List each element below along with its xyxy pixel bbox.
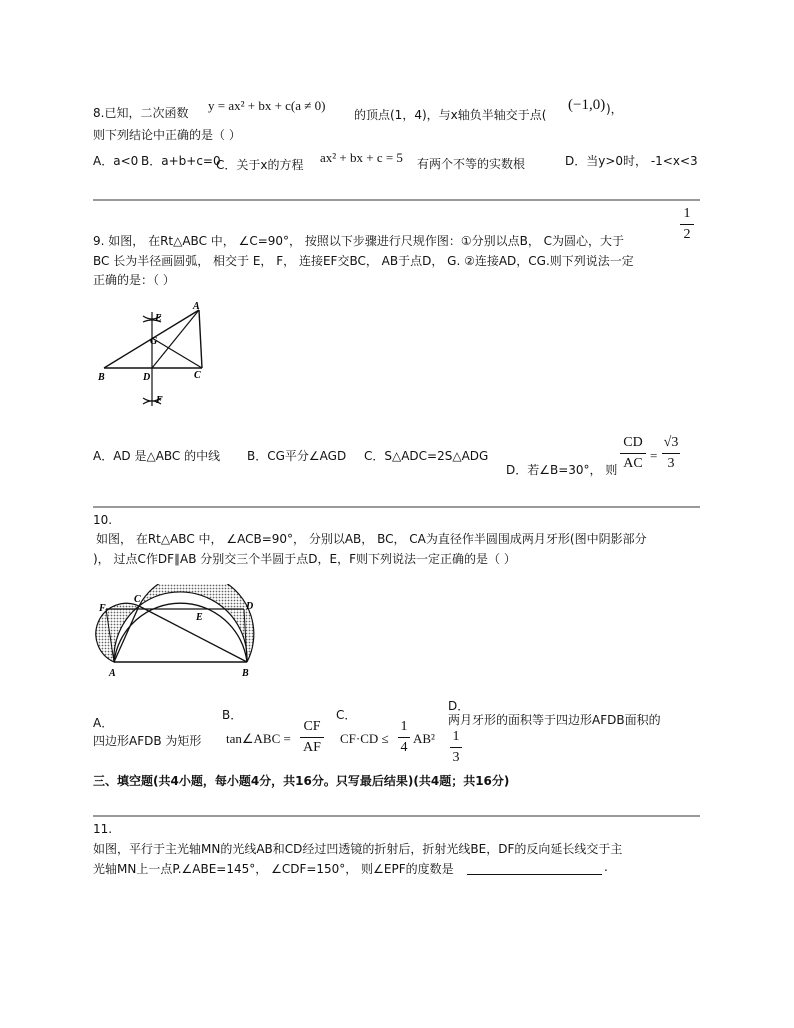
q10-c-den: 4 [400,740,408,755]
label-c: C [134,594,141,605]
q8-option-b: B．a+b+c=0 [141,154,221,168]
q11-answer-blank[interactable] [467,860,602,875]
semicircle-ab [114,603,247,662]
q10-d-fraction [450,729,462,766]
q9-half-den: 2 [683,227,691,242]
q8-line2: 则下列结论中正确的是（ ） [93,128,241,142]
q9-option-d: D．若∠B=30°， 则 [506,463,618,477]
q9-option-c: C．S△ADC=2S△ADG [364,449,489,463]
q10-option-a-text: 四边形AFDB 为矩形 [93,734,202,748]
q10-number: 10. [93,513,113,527]
q10-b-den: AF [303,740,321,755]
q8-point: (−1,0) [568,97,606,113]
q9-option-b: B．CG平分∠AGD [247,449,347,463]
q8-line1 [93,104,188,121]
q8-tail: )， [606,102,623,116]
segment-ac [199,310,202,368]
label-a: A [109,668,116,679]
q9-figure [95,300,220,415]
label-d: D [246,601,254,612]
separator-3 [93,815,700,817]
q11-number: 11. [93,822,113,836]
q11-end: . [604,860,608,874]
lune-right [139,584,254,662]
label-d: D [143,372,151,383]
label-b: B [98,372,105,383]
q8-lead: 8.已知，二次函数 [93,106,189,120]
q9-d-num: CD [623,435,643,450]
q9-d-equals: = [650,448,658,463]
q9-line2: BC 长为半径画圆弧， 相交于 E， F， 连接EF交BC， AB于点D， G. ②连接AD，CG.则下列说法一定 [93,254,634,268]
q9-option-a: A．AD 是△ABC 的中线 [93,449,221,463]
q10-line1: 如图， 在Rt△ABC 中， ∠ACB=90°， 分别以AB， BC， CA为直径作半圆围成两月牙形(图中阴影部分 [96,532,647,546]
q8-option-c-eq: ax² + bx + c = 5 [320,150,403,165]
q11-line1: 如图，平行于主光轴MN的光线AB和CD经过凹透镜的折射后，折射光线BE，DF的反向延长线交于主 [93,842,623,856]
q10-d-den: 3 [452,750,460,765]
label-f: F [99,603,106,614]
segment-cg [152,338,202,368]
q10-option-c-tail: AB² [413,731,435,746]
fraction-bar [300,737,324,738]
q9-d-den: AC [623,456,643,471]
label-f: F [156,395,163,406]
q10-d-num: 1 [452,729,460,744]
q9-d-fraction-right [662,435,680,472]
q10-option-b-expr: tan∠ABC = [226,731,291,746]
fraction-bar [450,747,462,748]
q10-c-num: 1 [400,719,408,734]
q10-b-fraction [300,719,324,756]
q10-option-c-expr: CF·CD ≤ [340,731,389,746]
fraction-bar [662,453,680,454]
q10-option-b-label: B． [222,708,243,722]
q10-option-d-label: D． [448,699,470,713]
q9-half-num: 1 [683,206,691,221]
q8-option-a: A．a<0 [93,154,139,168]
q10-b-num: CF [303,719,321,734]
label-a: A [193,301,200,312]
q10-option-c-label: C． [336,708,357,722]
section-3-heading: 三、填空题(共4小题，每小题4分，共16分。只写最后结果)(共4题；共16分) [93,774,510,788]
q9-d-rnum: √3 [663,435,679,450]
q10-line2: )， 过点C作DF∥AB 分别交三个半圆于点D，E，F则下列说法一定正确的是（ ） [93,552,516,566]
q8-option-c-pre: C．关于x的方程 [216,158,304,172]
q9-d-rden: 3 [667,456,675,471]
label-e: E [155,313,162,324]
label-g: G [150,336,158,347]
q9-line3: 正确的是：（ ） [93,273,175,287]
q10-figure [92,584,260,680]
q8-function: y = ax² + bx + c(a ≠ 0) [208,98,326,113]
q10-option-a-label: A． [93,716,114,730]
q8-vertex-text: 的顶点(1，4)，与x轴负半轴交于点( [354,108,547,122]
q11-line2: 光轴MN上一点P.∠ABE=145°， ∠CDF=150°， 则∠EPF的度数是 [93,862,454,876]
fraction-bar [680,224,694,225]
fraction-bar [398,737,410,738]
q9-half-fraction [680,206,694,243]
q8-option-c-post: 有两个不等的实数根 [417,157,526,171]
separator-2 [93,506,700,508]
q8-option-d: D．当y>0时， -1<x<3 [565,154,698,168]
label-c: C [194,370,201,381]
label-b: B [242,668,249,679]
q10-option-d-text: 两月牙形的面积等于四边形AFDB面积的 [448,713,661,727]
q9-line1: 9. 如图， 在Rt△ABC 中， ∠C=90°， 按照以下步骤进行尺规作图：①分别以点B， C为圆心，大于 [93,234,625,248]
separator-1 [93,199,700,201]
q9-d-fraction-left [620,435,646,472]
q10-c-fraction [398,719,410,756]
fraction-bar [620,453,646,454]
label-e: E [196,612,203,623]
